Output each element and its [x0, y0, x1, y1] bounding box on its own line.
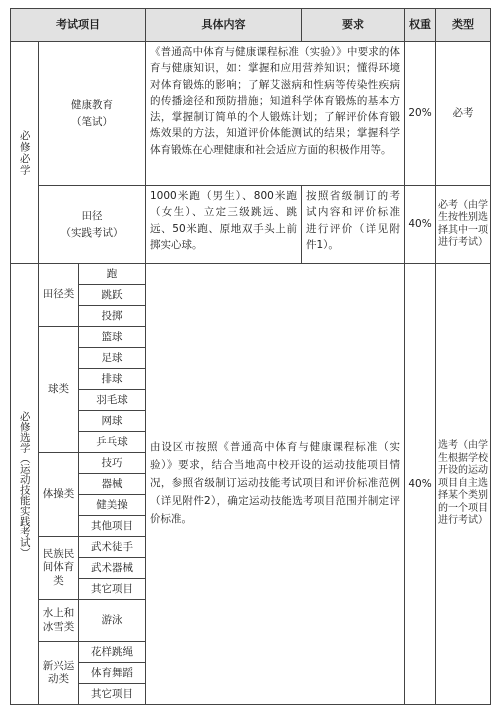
category-label: 新兴运动类: [39, 642, 79, 705]
category-label: 田径类: [39, 264, 79, 327]
category-item: 健美操: [79, 495, 146, 516]
category-item: 花样跳绳: [79, 642, 146, 663]
track-field-name: 田径 （实践考试）: [39, 186, 146, 264]
header-project: 考试项目: [11, 9, 146, 42]
health-education-content: 《普通高中体育与健康课程标准（实验）》中要求的体育与健康知识，如：掌握和应用营养知识；懂得环境对体育锻炼的影响；了解艾滋病和性病等传染性疾病的传播途径和预防措施；知道科学体育锻炼的基本方法，掌握制订简单的个人锻炼计划；了解评价体育锻炼效果的方法，知道评价体能测试的结果；掌握科学体育锻炼在心理健康和社会适应方面的积极作用等。: [146, 42, 405, 186]
category-label: 球类: [39, 327, 79, 453]
category-label: 体操类: [39, 453, 79, 537]
category-item: 足球: [79, 348, 146, 369]
category-item: 跑: [79, 264, 146, 285]
category-item: 投掷: [79, 306, 146, 327]
category-item: 网球: [79, 411, 146, 432]
category-label: 民族民间体育类: [39, 537, 79, 600]
exam-items-table: [10, 8, 491, 705]
category-item: 器械: [79, 474, 146, 495]
category-item: 其它项目: [79, 579, 146, 600]
header-weight: 权重: [405, 9, 436, 42]
health-education-type: 必考: [436, 42, 491, 186]
header-content: 具体内容: [146, 9, 302, 42]
health-education-weight: 20%: [405, 42, 436, 186]
track-field-weight: 40%: [405, 186, 436, 264]
compulsory-group-label: 必修必学: [11, 42, 39, 264]
header-row: [11, 9, 491, 42]
track-field-row: [11, 186, 491, 264]
category-item: 技巧: [79, 453, 146, 474]
category-item: 武术器械: [79, 558, 146, 579]
category-item: 跳跃: [79, 285, 146, 306]
track-field-type: 必考（由学生按性别选择其中一项进行考试）: [436, 186, 491, 264]
category-label: 水上和冰雪类: [39, 600, 79, 642]
health-education-name: 健康教育 （笔试）: [39, 42, 146, 186]
elective-group-label: 必修选学（运动技能实践考试）: [11, 264, 39, 705]
category-item: 其它项目: [79, 684, 146, 705]
category-item: 篮球: [79, 327, 146, 348]
elective-weight: 40%: [405, 264, 436, 705]
health-education-row: [11, 42, 491, 186]
category-item: 其他项目: [79, 516, 146, 537]
category-item: 武术徒手: [79, 537, 146, 558]
category-item: 游泳: [79, 600, 146, 642]
header-requirement: 要求: [302, 9, 405, 42]
elective-content: 由设区市按照《普通高中体育与健康课程标准（实验）》要求，结合当地高中校开设的运动技能项目情况，参照省级制订运动技能考试项目和评价标准范例（详见附件2），确定运动技能选考项目范围并制定评价标准。: [146, 264, 405, 705]
category-item: 体育舞蹈: [79, 663, 146, 684]
category-item: 羽毛球: [79, 390, 146, 411]
category-item: 排球: [79, 369, 146, 390]
track-field-requirement: 按照省级制订的考试内容和评价标准进行评价（详见附件1）。: [302, 186, 405, 264]
elective-type: 选考（由学生根据学校开设的运动项目自主选择某个类别的一个项目进行考试）: [436, 264, 491, 705]
track-field-content: 1000米跑（男生）、800米跑（女生）、立定三级跳远、跳远、50米跑、原地双手头上前掷实心球。: [146, 186, 302, 264]
elective-row: [11, 264, 491, 285]
header-type: 类型: [436, 9, 491, 42]
category-item: 乒乓球: [79, 432, 146, 453]
exam-table-frame: [10, 8, 490, 700]
